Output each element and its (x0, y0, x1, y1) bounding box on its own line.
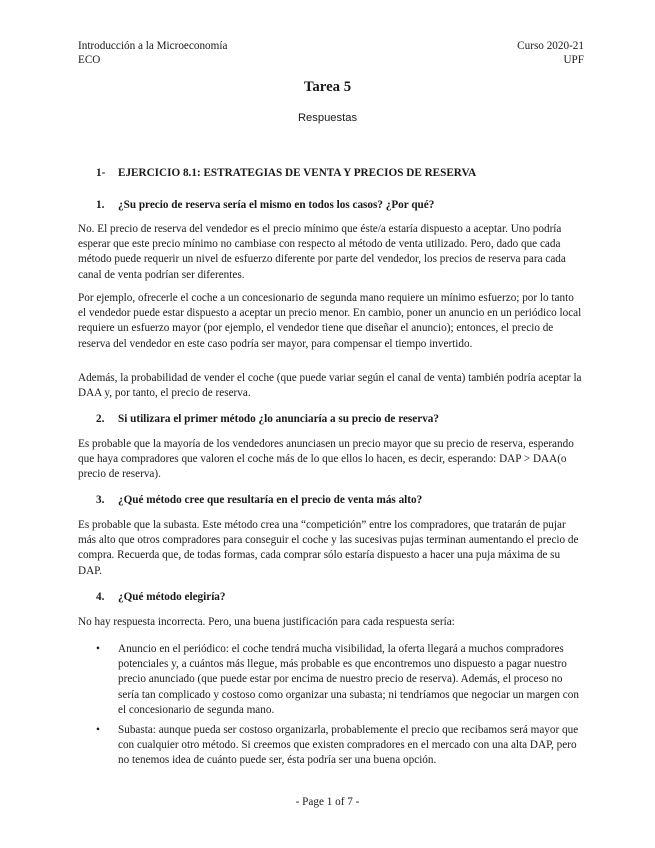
section-heading (96, 166, 476, 181)
section-title: EJERCICIO 8.1: ESTRATEGIAS DE VENTA Y PRECIOS DE RESERVA (118, 167, 477, 179)
question-heading (96, 493, 422, 508)
course-code: ECO (78, 53, 101, 66)
list-item-text: Anuncio en el periódico: el coche tendrá mucha visibilidad, la oferta llegará a muchos compradores potenciales y, a cuántos más llegue, más probable es que encontremos uno dispuesto a pagar nuestro precio anunciado (que puede estar por encima de nuestro precio de reserva). Además, el proceso no sería tan complicado y costoso como organizar una subasta; ni tendríamos que negociar un margen con el concesionario de segunda mano. (118, 643, 579, 716)
list-item (96, 642, 584, 718)
header-right (517, 40, 584, 67)
answer-paragraph: Además, la probabilidad de vender el coche (que puede variar según el canal de venta) también podría aceptar la DAA y, por tanto, el precio de reserva. (78, 372, 582, 400)
question-number: 2. (96, 413, 105, 425)
academic-year: Curso 2020-21 (517, 40, 584, 52)
document-title: Tarea 5 (303, 79, 352, 95)
bullet-icon: • (96, 724, 100, 736)
question-title: ¿Su precio de reserva sería el mismo en todos los casos? ¿Por qué? (118, 199, 435, 211)
question-heading (96, 198, 434, 213)
course-name: Introducción a la Microeconomía (78, 40, 228, 52)
question-heading (96, 412, 439, 427)
university: UPF (563, 53, 584, 66)
page-number: - Page 1 of 7 - (295, 796, 360, 808)
answer-paragraph: Es probable que la subasta. Este método crea una “competición” entre los compradores, que tratarán de pujar más alto que otros compradores para conseguir el coche y las sucesivas pujas terminan aumentando el precio de compra. Recuerda que, de todas formas, cada comprar sólo estaría dispuesto a hacer una puja máxima de su DAP. (78, 519, 579, 577)
list-item (96, 723, 584, 769)
answer-paragraph: No. El precio de reserva del vendedor es el precio mínimo que éste/a estaría dispuesto a aceptar. Uno podría esperar que este precio mínimo no cambiase con respecto al método de venta utilizado. Pero, dado que cada método puede requerir un nivel de esfuerzo diferente por parte del vendedor, los precios de reserva para cada canal de venta podrían ser diferentes. (78, 223, 566, 281)
question-heading (96, 590, 226, 605)
question-number: 4. (96, 591, 105, 603)
header-left (78, 40, 227, 67)
question-title: ¿Qué método elegiría? (118, 591, 226, 603)
question-title: ¿Qué método cree que resultaría en el precio de venta más alto? (118, 494, 423, 506)
bullet-icon: • (96, 643, 100, 655)
document-subtitle: Respuestas (297, 112, 358, 124)
answer-paragraph: Por ejemplo, ofrecerle el coche a un concesionario de segunda mano requiere un mínimo esfuerzo; por lo tanto el vendedor puede estar dispuesto a aceptar un precio menor. En cambio, poner un anuncio en un periódico local requiere un esfuerzo mayor (por ejemplo, el vendedor tiene que diseñar el anuncio); entonces, el precio de reserva del vendedor en este caso podría ser mayor, para compensar el tiempo invertido. (78, 292, 582, 350)
section-number: 1- (96, 167, 106, 179)
question-number: 1. (96, 199, 105, 211)
answer-paragraph: Es probable que la mayoría de los vendedores anunciasen un precio mayor que su precio de reserva, esperando que haya compradores que valoren el coche más de lo que ellos lo hacen, es decir, esperando: DAP > DAA(o precio de reserva). (78, 438, 574, 481)
question-number: 3. (96, 494, 105, 506)
question-title: Si utilizara el primer método ¿lo anunciaría a su precio de reserva? (118, 413, 439, 425)
list-item-text: Subasta: aunque pueda ser costoso organizarla, probablemente el precio que recibamos será mayor que con cualquier otro método. Si creemos que existen compradores en el mercado con una alta DAP, pero no tenemos idea de cuánto puede ser, ésta podría ser una buena opción. (118, 724, 579, 767)
answer-paragraph: No hay respuesta incorrecta. Pero, una buena justificación para cada respuesta sería: (78, 616, 455, 628)
